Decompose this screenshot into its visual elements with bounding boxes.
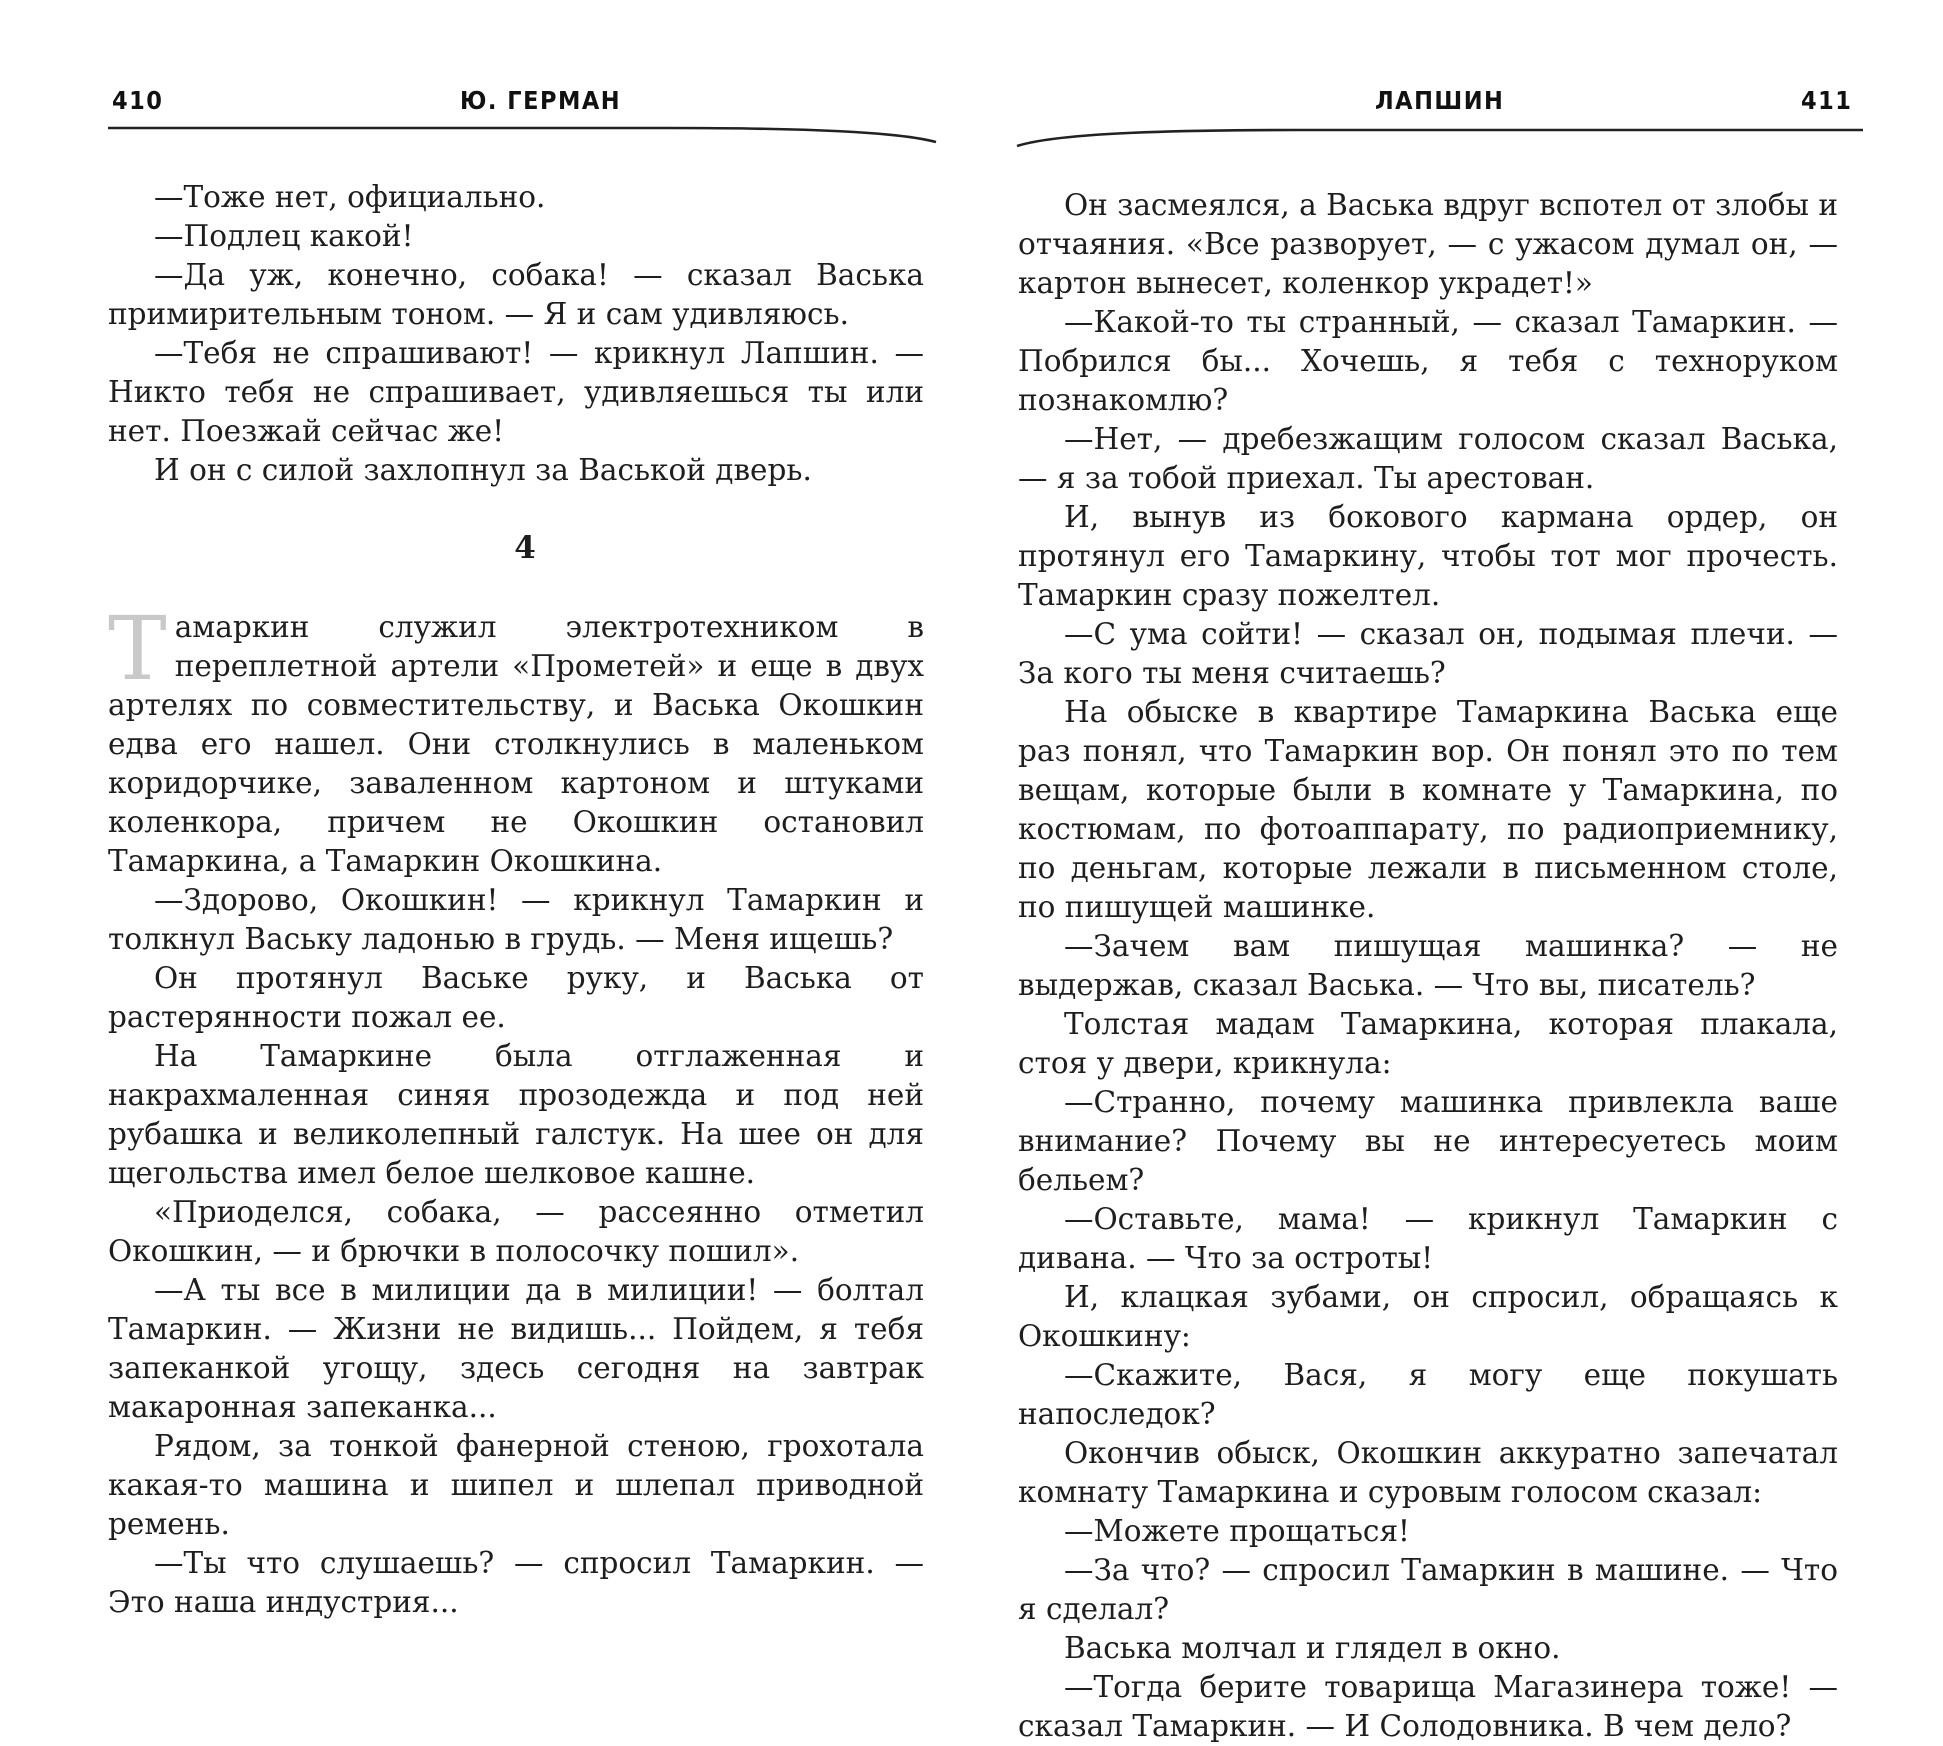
chapter-first-paragraph (108, 597, 924, 881)
paragraph: —Оставьте, мама! — крикнул Тамаркин с дивана. — Что за остроты! (1018, 1202, 1838, 1275)
running-head-title: ЛАПШИН (1375, 86, 1505, 115)
paragraph: —Можете прощаться! (1064, 1514, 1410, 1548)
right-page (975, 0, 1943, 1743)
paragraph: Толстая мадам Тамаркина, которая плакала, стоя у двери, крикнула: (1018, 1007, 1838, 1080)
paragraph: —Скажите, Вася, я могу еще покушать напоследок? (1018, 1358, 1838, 1431)
paragraph: Окончив обыск, Окошкин аккуратно запечатал комнату Тамаркина и суровым голосом сказал: (1018, 1436, 1838, 1509)
left-page (0, 0, 975, 1619)
paragraph: —Зачем вам пишущая машинка? — не выдержав, сказал Васька. — Что вы, писатель? (1018, 929, 1838, 1002)
paragraph: —Здорово, Окошкин! — крикнул Тамаркин и толкнул Ваську ладонью в грудь. — Меня ищешь? (108, 883, 924, 956)
first-paragraph-text: амаркин служил электротехником в переплетной артели «Прометей» и еще в двух артелях по совместительству, и Васька Окошкин едва его нашел. Они столкнулись в маленьком коридорчике, заваленном картоном и штуками коленкора, причем не Окошкин остановил Тамаркина, а Тамаркин Окошкина. (108, 610, 924, 878)
paragraph: Васька молчал и глядел в окно. (1064, 1631, 1561, 1665)
paragraph: —Да уж, конечно, собака! — сказал Васька примирительным тоном. — Я и сам удивляюсь. (108, 258, 924, 331)
chapter-number: 4 (514, 530, 536, 566)
paragraph: И, клацкая зубами, он спросил, обращаясь к Окошкину: (1018, 1280, 1838, 1353)
drop-cap: Т (108, 597, 167, 700)
left-text-main (108, 597, 924, 1622)
paragraph: —Тоже нет, официально. (154, 180, 546, 214)
paragraph: Рядом, за тонкой фанерной стеною, грохотала какая-то машина и шипел и шлепал приводной ремень. (108, 1429, 924, 1541)
page-number-left: 410 (112, 86, 164, 115)
page-number-right: 411 (1801, 86, 1853, 115)
paragraph: —Тогда берите товарища Магазинера тоже! — сказал Тамаркин. — И Солодовника. В чем дело? (1018, 1670, 1838, 1743)
paragraph: —Подлец какой! (154, 219, 414, 253)
header-rule-left (108, 110, 938, 150)
paragraph: Он протянул Ваське руку, и Васька от растерянности пожал ее. (108, 961, 924, 1034)
paragraph: И он с силой захлопнул за Васькой дверь. (154, 453, 812, 487)
paragraph: —С ума сойти! — сказал он, подымая плечи. — За кого ты меня считаешь? (1018, 617, 1838, 690)
paragraph: На Тамаркине была отглаженная и накрахмаленная синяя прозодежда и под ней рубашка и великолепный галстук. На шее он для щегольства имел белое шелковое кашне. (108, 1039, 924, 1190)
paragraph: —А ты все в милиции да в милиции! — болтал Тамаркин. — Жизни не видишь... Пойдем, я тебя запеканкой угощу, здесь сегодня на завтрак макаронная запеканка... (108, 1273, 924, 1424)
right-text (1018, 186, 1838, 1746)
header-rule-right (1015, 110, 1865, 150)
paragraph: —Тебя не спрашивают! — крикнул Лапшин. — Никто тебя не спрашивает, удивляешься ты или нет. Поезжай сейчас же! (108, 336, 924, 448)
paragraph: «Приоделся, собака, — рассеянно отметил Окошкин, — и брючки в полосочку пошил». (108, 1195, 924, 1268)
paragraph: И, вынув из бокового кармана ордер, он протянул его Тамаркину, чтобы тот мог прочесть. Тамаркин сразу пожелтел. (1018, 500, 1838, 612)
paragraph: —Странно, почему машинка привлекла ваше внимание? Почему вы не интересуетесь моим бельем? (1018, 1085, 1838, 1197)
paragraph: Он засмеялся, а Васька вдруг вспотел от злобы и отчаяния. «Все разворует, — с ужасом думал он, — картон вынесет, коленкор украдет!» (1018, 188, 1838, 300)
running-head-author: Ю. ГЕРМАН (460, 86, 622, 115)
paragraph: На обыске в квартире Тамаркина Васька еще раз понял, что Тамаркин вор. Он понял это по тем вещам, которые были в комнате у Тамаркина, по костюмам, по фотоаппарату, по радиоприемнику, по деньгам, которые лежали в письменном столе, по пишущей машинке. (1018, 695, 1838, 924)
paragraph: —Нет, — дребезжащим голосом сказал Васька, — я за тобой приехал. Ты арестован. (1018, 422, 1838, 495)
paragraph: —За что? — спросил Тамаркин в машине. — Что я сделал? (1018, 1553, 1838, 1626)
paragraph: —Ты что слушаешь? — спросил Тамаркин. — Это наша индустрия... (108, 1546, 924, 1619)
paragraph: —Какой-то ты странный, — сказал Тамаркин. — Побрился бы... Хочешь, я тебя с техноруком познакомлю? (1018, 305, 1838, 417)
left-text-top (108, 178, 924, 490)
